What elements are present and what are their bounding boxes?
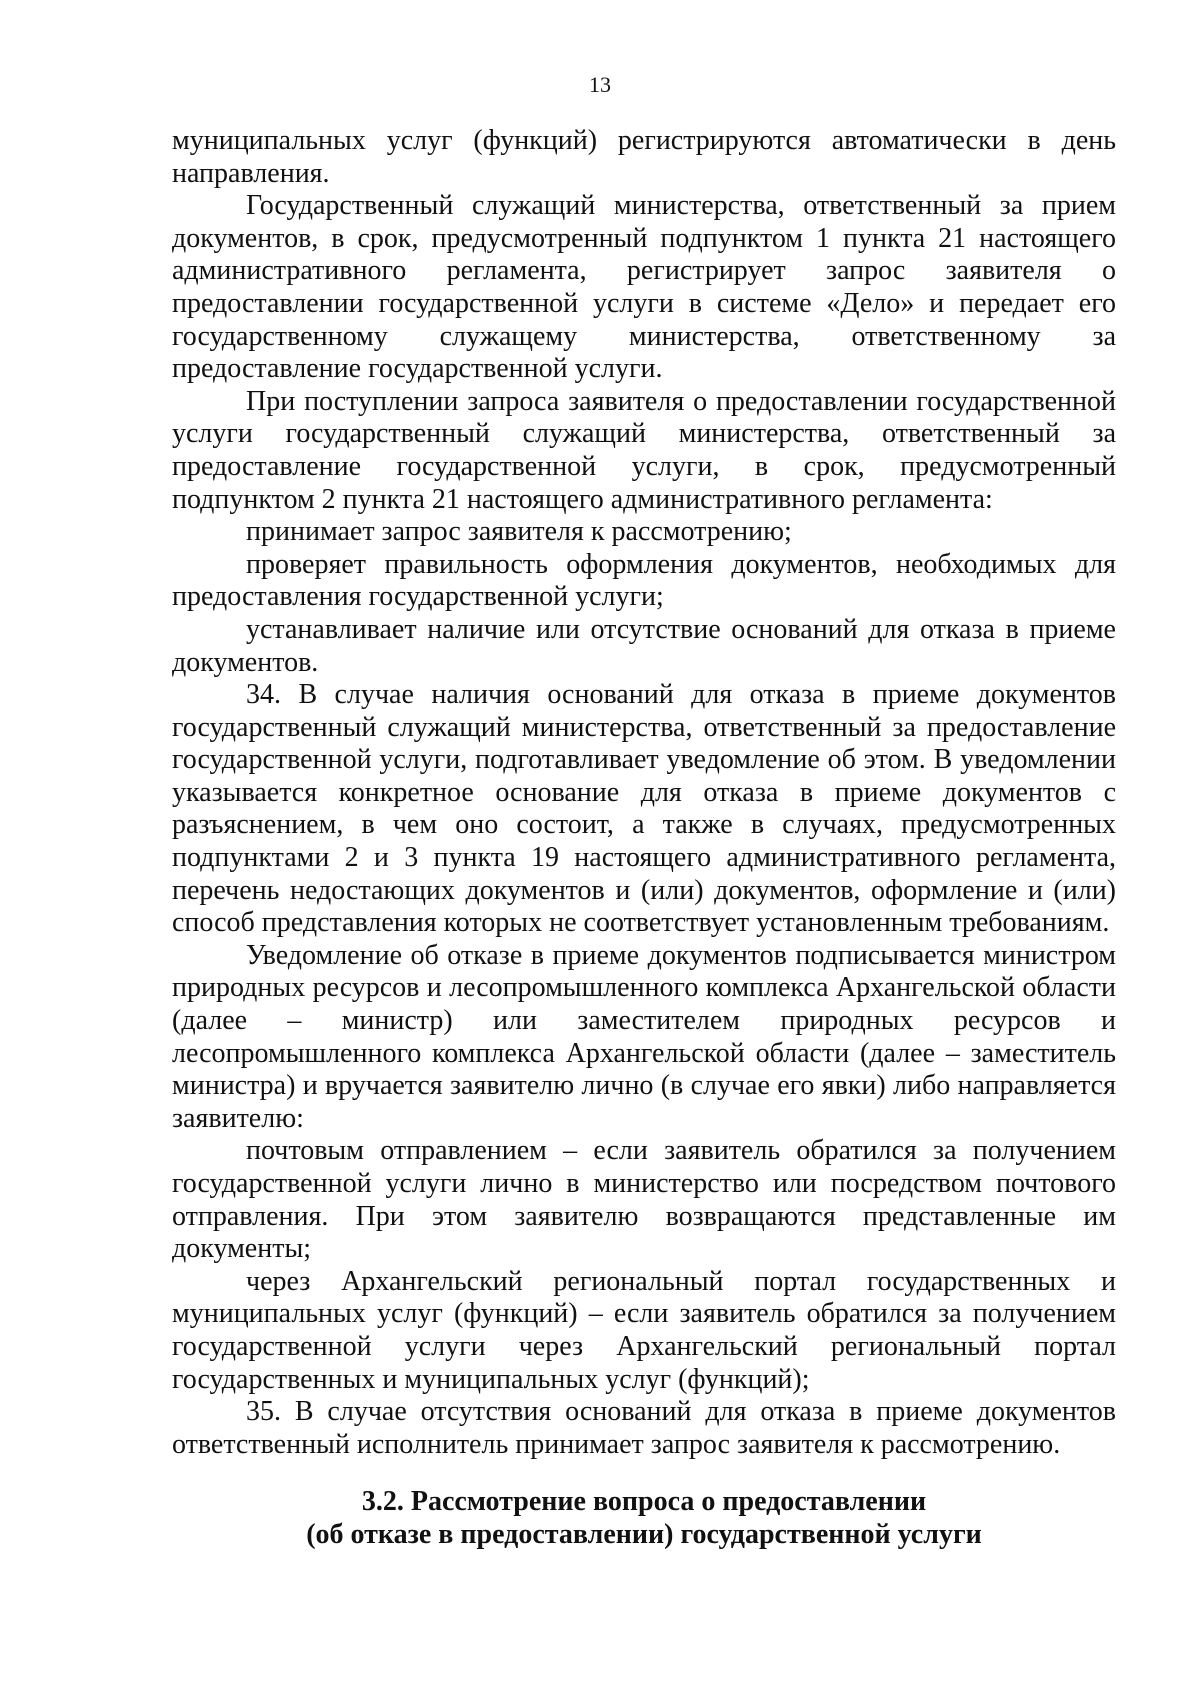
paragraph: Государственный служащий министерства, ответственный за прием документов, в срок, предусмотренный подпунктом 1 пункта 21 настоящего административного регламента, регистрирует запрос заявителя о предоставлении государственной услуги в системе «Дело» и передает его государственному служащему министерства, ответственному за предоставление государственной услуги. [172, 190, 1116, 385]
paragraph: почтовым отправлением – если заявитель обратился за получением государственной услуги лично в министерство или посредством почтового отправления. При этом заявителю возвращаются представленные им документы; [172, 1135, 1116, 1265]
section-heading [172, 1485, 1116, 1551]
page-number: 13 [589, 72, 611, 97]
paragraph: устанавливает наличие или отсутствие оснований для отказа в приеме документов. [172, 613, 1116, 678]
paragraph: При поступлении запроса заявителя о предоставлении государственной услуги государственный служащий министерства, ответственный за предоставление государственной услуги, в срок, предусмотренный подпунктом 2 пункта 21 настоящего административного регламента: [172, 385, 1116, 515]
paragraph-item-35: 35. В случае отсутствия оснований для отказа в приеме документов ответственный исполнитель принимает запрос заявителя к рассмотрению. [172, 1396, 1116, 1460]
paragraph-item-34: 34. В случае наличия оснований для отказа в приеме документов государственный служащий министерства, ответственный за предоставление государственной услуги, подготавливает уведомление об этом. В уведомлении указывается конкретное основание для отказа в приеме документов с разъяснением, в чем оно состоит, а также в случаях, предусмотренных подпунктами 2 и 3 пункта 19 настоящего административного регламента, перечень недостающих документов и (или) документов, оформление и (или) способ представления которых не соответствует установленным требованиям. [172, 679, 1116, 939]
section-heading-line: 3.2. Рассмотрение вопроса о предоставлении [361, 1486, 927, 1517]
paragraph: через Архангельский региональный портал государственных и муниципальных услуг (функций) – если заявитель обратился за получением государственной услуги через Архангельский региональный портал государственных и муниципальных услуг (функций); [172, 1265, 1116, 1395]
paragraph: Уведомление об отказе в приеме документов подписывается министром природных ресурсов и лесопромышленного комплекса Архангельской области (далее – министр) или заместителем природных ресурсов и лесопромышленного комплекса Архангельской области (далее – заместитель министра) и вручается заявителю лично (в случае его явки) либо направляется заявителю: [172, 939, 1116, 1134]
paragraph: муниципальных услуг (функций) регистрируются автоматически в день направления. [172, 125, 1116, 189]
section-heading-line: (об отказе в предоставлении) государственной услуги [306, 1519, 982, 1550]
paragraph: проверяет правильность оформления документов, необходимых для предоставления государственной услуги; [172, 548, 1116, 613]
paragraph: принимает запрос заявителя к рассмотрению; [246, 516, 792, 548]
document-body [172, 125, 1116, 1461]
